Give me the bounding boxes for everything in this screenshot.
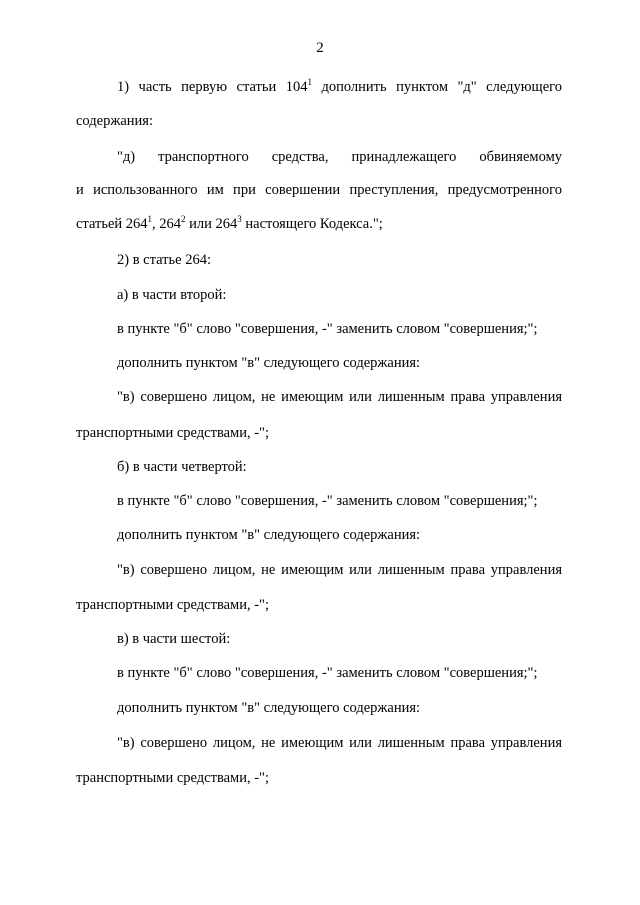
text-fragment: , 264: [152, 216, 182, 232]
paragraph-14: дополнить пунктом "в" следующего содержания:: [117, 700, 421, 716]
paragraph-15-line-2: транспортными средствами, -";: [76, 770, 269, 786]
superscript: 3: [237, 214, 242, 225]
text-fragment: или 264: [185, 216, 238, 232]
superscript: 2: [181, 214, 186, 225]
paragraph-15-line-1: "в) совершено лицом, не имеющим или лишенным права управления: [117, 735, 562, 751]
paragraph-7-line-1: "в) совершено лицом, не имеющим или лишенным права управления: [117, 389, 562, 405]
paragraph-9: в пункте "б" слово "совершения, -" заменить словом "совершения;";: [117, 493, 538, 509]
paragraph-4: а) в части второй:: [117, 287, 227, 303]
paragraph-12: в) в части шестой:: [117, 631, 231, 647]
paragraph-11-line-1: "в) совершено лицом, не имеющим или лишенным права управления: [117, 562, 562, 578]
paragraph-6: дополнить пунктом "в" следующего содержания:: [117, 355, 421, 371]
page-number: 2: [316, 40, 324, 56]
paragraph-7-line-2: транспортными средствами, -";: [76, 425, 269, 441]
paragraph-13: в пункте "б" слово "совершения, -" заменить словом "совершения;";: [117, 665, 538, 681]
paragraph-3: 2) в статье 264:: [117, 252, 211, 268]
paragraph-2-line-3: [76, 215, 383, 233]
paragraph-11-line-2: транспортными средствами, -";: [76, 597, 269, 613]
superscript: 1: [147, 214, 153, 225]
superscript: 1: [307, 78, 312, 88]
paragraph-8: б) в части четвертой:: [117, 459, 247, 475]
paragraph-2-line-2: и использованного им при совершении преступления, предусмотренного: [76, 182, 562, 198]
paragraph-1-line-2: содержания:: [76, 113, 154, 129]
paragraph-5: в пункте "б" слово "совершения, -" заменить словом "совершения;";: [117, 321, 538, 337]
text-fragment: дополнить пунктом "д" следующего: [311, 79, 562, 95]
paragraph-2-line-1: "д) транспортного средства, принадлежащего обвиняемому: [117, 149, 562, 165]
text-fragment: статьей 264: [76, 216, 148, 232]
text-fragment: 1) часть первую статьи 104: [117, 79, 308, 95]
text-fragment: настоящего Кодекса.";: [241, 216, 383, 232]
paragraph-1-line-1: [117, 78, 562, 96]
paragraph-10: дополнить пунктом "в" следующего содержания:: [117, 527, 421, 543]
